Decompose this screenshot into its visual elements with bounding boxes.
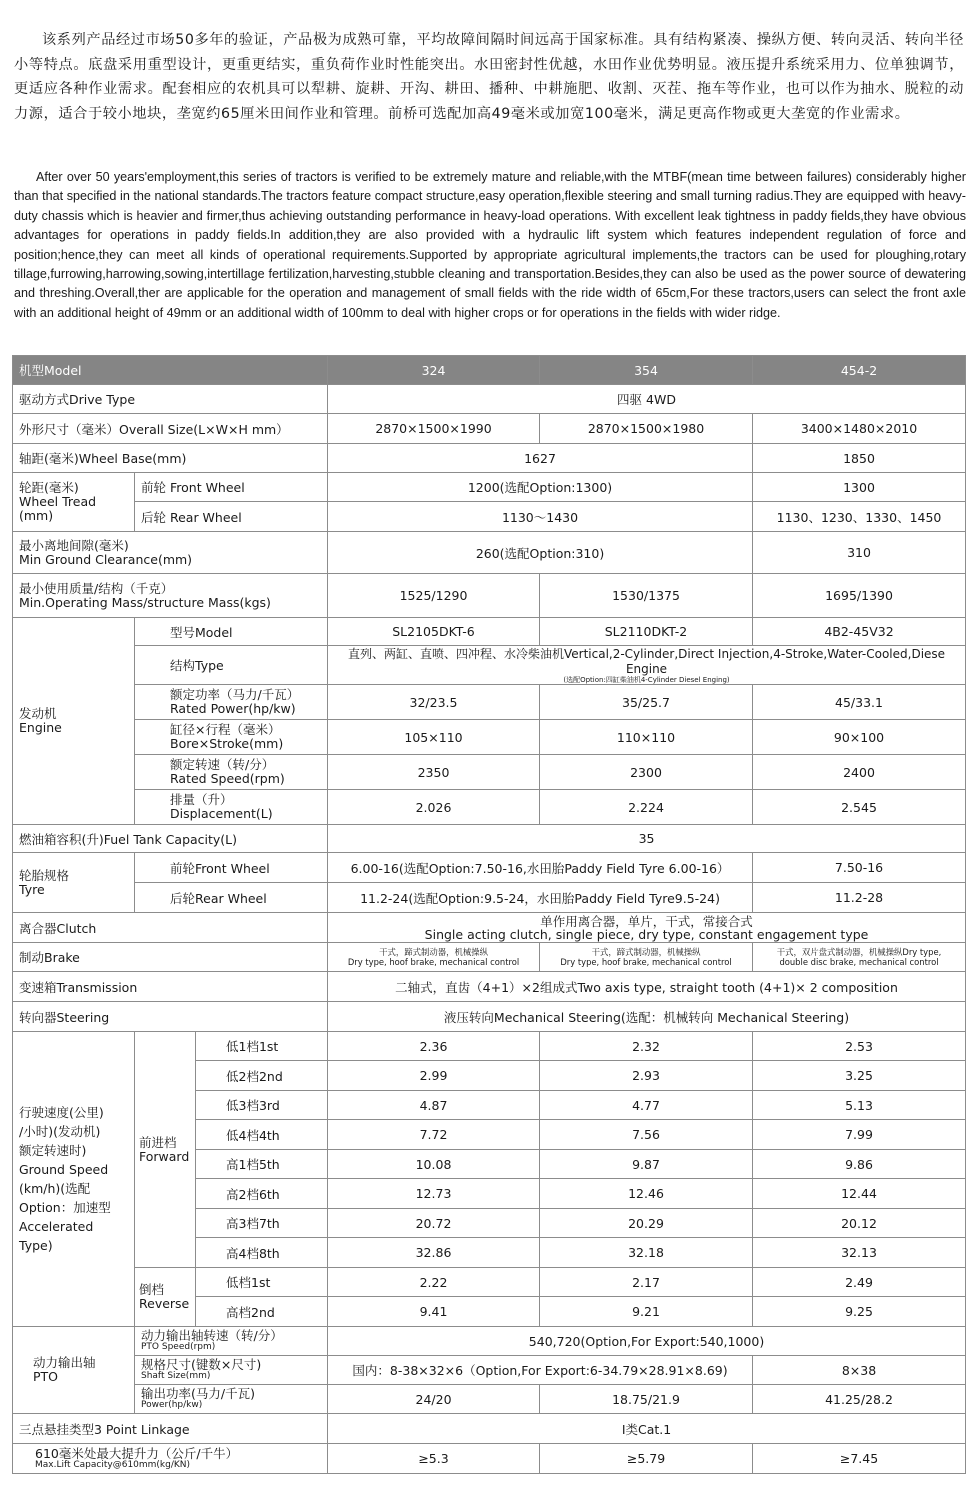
rated-power-label-en: Rated Power(hp/kw) bbox=[170, 701, 296, 716]
gear-label: 高2档6th bbox=[196, 1179, 328, 1209]
table-row bbox=[13, 755, 966, 790]
rear-tread-454: 1130、1230、1330、1450 bbox=[753, 502, 966, 532]
reverse-group bbox=[135, 1268, 196, 1327]
ground-speed-line: 行驶速度(公里) bbox=[19, 1105, 104, 1120]
lift-capacity-454: ≥7.45 bbox=[753, 1444, 966, 1474]
engine-model-label: 型号Model bbox=[135, 618, 328, 646]
brake-454-en: double disc brake, mechanical control bbox=[779, 957, 939, 967]
displacement-354: 2.224 bbox=[540, 790, 753, 825]
lift-capacity-label-cn: 610毫米处最大提升力（公斤/千牛） bbox=[35, 1445, 239, 1461]
pto-group-en: PTO bbox=[33, 1369, 59, 1384]
wheel-tread-group bbox=[13, 473, 135, 532]
ground-clearance-454: 310 bbox=[753, 532, 966, 574]
ground-speed-line: Accelerated bbox=[19, 1219, 94, 1234]
engine-group-cn: 发动机 bbox=[19, 706, 57, 721]
rated-speed-label-en: Rated Speed(rpm) bbox=[170, 771, 285, 786]
engine-type-note: (选配Option:四缸柴油机4-Cylinder Diesel Enging) bbox=[563, 676, 730, 684]
wheel-tread-group-en2: (mm) bbox=[19, 508, 54, 523]
ground-speed-line: Option：加速型 bbox=[19, 1200, 111, 1215]
table-row bbox=[13, 414, 966, 444]
speed-value: 20.12 bbox=[753, 1209, 966, 1238]
mass-label bbox=[13, 574, 328, 618]
speed-value: 32.13 bbox=[753, 1238, 966, 1268]
speed-value: 7.72 bbox=[328, 1120, 540, 1150]
speed-value: 2.49 bbox=[753, 1268, 966, 1297]
front-tyre-454: 7.50-16 bbox=[753, 853, 966, 883]
bore-stroke-label-en: Bore×Stroke(mm) bbox=[170, 736, 284, 751]
pto-shaft-label-en: Shaft Size(mm) bbox=[141, 1371, 211, 1381]
front-tread-324-354: 1200(选配Option:1300) bbox=[328, 473, 753, 502]
wheel-tread-group-cn: 轮距(毫米) bbox=[19, 480, 79, 495]
ground-clearance-label-en: Min Ground Clearance(mm) bbox=[19, 551, 193, 567]
pto-speed-label-en: PTO Speed(rpm) bbox=[141, 1342, 216, 1352]
ground-clearance-label-cn: 最小离地间隙(毫米) bbox=[19, 537, 129, 553]
pto-speed-value: 540,720(Option,For Export:540,1000) bbox=[328, 1327, 966, 1356]
gear-label: 高3档7th bbox=[196, 1209, 328, 1238]
mass-454: 1695/1390 bbox=[753, 574, 966, 618]
pto-shaft-324-354: 国内：8-38×32×6（Option,For Export:6-34.79×28.91×8.69) bbox=[328, 1356, 753, 1385]
model-454-header: 454-2 bbox=[753, 356, 966, 385]
pto-power-324: 24/20 bbox=[328, 1385, 540, 1414]
pto-group bbox=[13, 1327, 135, 1414]
rated-power-324: 32/23.5 bbox=[328, 685, 540, 720]
speed-value: 10.08 bbox=[328, 1150, 540, 1179]
tyre-group bbox=[13, 853, 135, 913]
ground-clearance-label bbox=[13, 532, 328, 574]
table-row bbox=[13, 853, 966, 883]
speed-value: 4.77 bbox=[540, 1091, 753, 1120]
table-row bbox=[13, 1327, 966, 1356]
transmission-value: 二轴式，直齿（4+1）×2组成式Two axis type, straight tooth (4+1)× 2 composition bbox=[328, 972, 966, 1002]
speed-value: 12.46 bbox=[540, 1179, 753, 1209]
table-row bbox=[13, 825, 966, 853]
wheel-base-454: 1850 bbox=[753, 444, 966, 473]
rated-power-label bbox=[135, 685, 328, 720]
front-tread-454: 1300 bbox=[753, 473, 966, 502]
brake-324 bbox=[328, 943, 540, 972]
bore-stroke-label bbox=[135, 720, 328, 755]
reverse-en: Reverse bbox=[139, 1296, 190, 1311]
table-row bbox=[13, 972, 966, 1002]
table-row bbox=[13, 1032, 966, 1061]
table-row bbox=[13, 646, 966, 685]
displacement-label-cn: 排量（升） bbox=[170, 792, 233, 807]
ground-speed-line: (km/h)(选配 bbox=[19, 1181, 91, 1196]
speed-value: 32.18 bbox=[540, 1238, 753, 1268]
rear-tyre-324-354: 11.2-24(选配Option:9.5-24，水田胎Paddy Field Tyre9.5-24) bbox=[328, 883, 753, 913]
speed-value: 20.29 bbox=[540, 1209, 753, 1238]
front-tyre-324-354: 6.00-16(选配Option:7.50-16,水田胎Paddy Field Tyre 6.00-16） bbox=[328, 853, 753, 883]
table-row bbox=[13, 444, 966, 473]
speed-value: 2.32 bbox=[540, 1032, 753, 1061]
table-header-row bbox=[13, 356, 966, 385]
pto-speed-label bbox=[135, 1327, 328, 1356]
intro-english: After over 50 years'employment,this series of tractors is verified to be extremely mature and reliable,with the MTBF(mean time between failures) considerably higher than that specified in the national standards.The tractors feature compact structure,easy operation,flexible steering and small turning radius.They are equipped with heavy-duty chassis which is heavier and firmer,thus achieving outstanding performance in heavy-load operations. With excellent leak tightness in paddy fields,they have obvious advantages for operations in paddy fields.In addition,they are also provided with a hydraulic lift system which features independent regulation of force and position;hence,they can meet all kinds of operational requirements.Supported by appropriate agricultural implements,the tractors can be used for ploughing,rotary tillage,furrowing,harrowing,sowing,intertillage fertilization,harvesting,stubble cleaning and transportation.Besides,they can also be used as the power source of dewatering and threshing.Overall,ther are applicable for the operation and management of small fields with the ride width of 65cm,For these tractors,users can select the front axle with an additional height of 49mm or an additional width of 100mm to deal with higher crops or for operations in the fields with wider ridge. bbox=[14, 170, 966, 320]
speed-value: 12.44 bbox=[753, 1179, 966, 1209]
gear-label: 低2档2nd bbox=[196, 1061, 328, 1091]
rated-power-354: 35/25.7 bbox=[540, 685, 753, 720]
ground-speed-group bbox=[13, 1032, 135, 1327]
overall-size-label: 外形尺寸（毫米）Overall Size(L×W×H mm） bbox=[13, 414, 328, 444]
overall-size-324: 2870×1500×1990 bbox=[328, 414, 540, 444]
bore-stroke-324: 105×110 bbox=[328, 720, 540, 755]
forward-cn: 前进档 bbox=[139, 1134, 177, 1150]
table-row bbox=[13, 385, 966, 414]
linkage-label: 三点悬挂类型3 Point Linkage bbox=[13, 1414, 328, 1444]
rated-speed-454: 2400 bbox=[753, 755, 966, 790]
rated-speed-label bbox=[135, 755, 328, 790]
pto-power-354: 18.75/21.9 bbox=[540, 1385, 753, 1414]
gear-label: 高1档5th bbox=[196, 1150, 328, 1179]
table-row bbox=[13, 790, 966, 825]
speed-value: 9.86 bbox=[753, 1150, 966, 1179]
lift-capacity-label-en: Max.Lift Capacity@610mm(kg/KN) bbox=[35, 1459, 191, 1470]
table-row bbox=[13, 574, 966, 618]
table-row bbox=[13, 1268, 966, 1297]
drive-type-label: 驱动方式Drive Type bbox=[13, 385, 328, 414]
clutch-value bbox=[328, 913, 966, 943]
table-row bbox=[13, 943, 966, 972]
lift-capacity-324: ≥5.3 bbox=[328, 1444, 540, 1474]
speed-value: 9.21 bbox=[540, 1297, 753, 1327]
steering-label: 转向器Steering bbox=[13, 1002, 328, 1032]
spec-table bbox=[12, 355, 966, 1474]
pto-group-cn: 动力输出轴 bbox=[33, 1355, 96, 1370]
mass-label-en: Min.Operating Mass/structure Mass(kgs) bbox=[19, 594, 271, 610]
gear-label: 低1档1st bbox=[196, 1032, 328, 1061]
brake-324-cn: 干式，蹄式制动器，机械操纵 bbox=[379, 947, 488, 957]
speed-value: 5.13 bbox=[753, 1091, 966, 1120]
table-row bbox=[13, 473, 966, 502]
gear-label: 高档2nd bbox=[196, 1297, 328, 1327]
table-row bbox=[13, 1385, 966, 1414]
speed-value: 2.36 bbox=[328, 1032, 540, 1061]
front-tread-label: 前轮 Front Wheel bbox=[135, 473, 328, 502]
wheel-tread-group-en1: Wheel Tread bbox=[19, 494, 97, 509]
front-tyre-label: 前轮Front Wheel bbox=[135, 853, 328, 883]
linkage-value: I类Cat.1 bbox=[328, 1414, 966, 1444]
overall-size-454: 3400×1480×2010 bbox=[753, 414, 966, 444]
speed-value: 9.25 bbox=[753, 1297, 966, 1327]
rated-speed-label-cn: 额定转速（转/分） bbox=[170, 757, 275, 772]
pto-speed-label-cn: 动力输出轴转速（转/分） bbox=[141, 1328, 283, 1343]
table-row bbox=[13, 1356, 966, 1385]
pto-power-label-cn: 输出功率(马力/千瓦) bbox=[141, 1386, 255, 1401]
table-row bbox=[13, 913, 966, 943]
rated-speed-324: 2350 bbox=[328, 755, 540, 790]
intro-chinese: 该系列产品经过市场50多年的验证，产品极为成熟可靠，平均故障间隔时间远高于国家标准。具有结构紧凑、操纵方便、转向灵活、转向半径小等特点。底盘采用重型设计，更重更结实，重负荷作业时性能突出。水田密封性优越，水田作业优势明显。液压提升系统采用力、位单独调节，更适应各种作业需求。配套相应的农机具可以犁耕、旋耕、开沟、耕田、播种、中耕施肥、收割、灭茬、拖车等作业，也可以作为抽水、脱粒的动力源，适合于较小地块，垄宽约65厘米田间作业和管理。前桥可选配加高49毫米或加宽100毫米，满足更高作物或更大垄宽的作业需求。 bbox=[14, 32, 964, 122]
forward-group bbox=[135, 1032, 196, 1268]
displacement-324: 2.026 bbox=[328, 790, 540, 825]
engine-type-value bbox=[328, 646, 966, 685]
gear-label: 低4档4th bbox=[196, 1120, 328, 1150]
brake-354-en: Dry type, hoof brake, mechanical control bbox=[560, 957, 732, 967]
speed-value: 2.93 bbox=[540, 1061, 753, 1091]
engine-model-354: SL2110DKT-2 bbox=[540, 618, 753, 646]
speed-value: 12.73 bbox=[328, 1179, 540, 1209]
clutch-value-en: Single acting clutch, single piece, dry type, constant engagement type bbox=[424, 926, 869, 942]
engine-model-454: 4B2-45V32 bbox=[753, 618, 966, 646]
clutch-label: 离合器Clutch bbox=[13, 913, 328, 943]
tyre-group-cn: 轮胎规格 bbox=[19, 867, 70, 883]
pto-shaft-label bbox=[135, 1356, 328, 1385]
table-row bbox=[13, 532, 966, 574]
pto-shaft-label-cn: 规格尺寸(键数×尺寸) bbox=[141, 1357, 262, 1372]
speed-value: 2.53 bbox=[753, 1032, 966, 1061]
displacement-label bbox=[135, 790, 328, 825]
speed-value: 2.17 bbox=[540, 1268, 753, 1297]
rear-tread-label: 后轮 Rear Wheel bbox=[135, 502, 328, 532]
rear-tyre-label: 后轮Rear Wheel bbox=[135, 883, 328, 913]
rated-speed-354: 2300 bbox=[540, 755, 753, 790]
engine-model-324: SL2105DKT-6 bbox=[328, 618, 540, 646]
ground-speed-line: 额定转速时) bbox=[19, 1143, 87, 1158]
ground-speed-line: Type) bbox=[19, 1238, 53, 1253]
table-row bbox=[13, 1414, 966, 1444]
pto-power-label bbox=[135, 1385, 328, 1414]
speed-value: 7.99 bbox=[753, 1120, 966, 1150]
rated-power-label-cn: 额定功率（马力/千瓦） bbox=[170, 687, 300, 702]
displacement-454: 2.545 bbox=[753, 790, 966, 825]
speed-value: 32.86 bbox=[328, 1238, 540, 1268]
lift-capacity-label bbox=[13, 1444, 328, 1474]
table-row bbox=[13, 1002, 966, 1032]
speed-value: 2.99 bbox=[328, 1061, 540, 1091]
table-row bbox=[13, 685, 966, 720]
displacement-label-en: Displacement(L) bbox=[170, 806, 273, 821]
fuel-tank-value: 35 bbox=[328, 825, 966, 853]
ground-clearance-324-354: 260(选配Option:310) bbox=[328, 532, 753, 574]
pto-power-454: 41.25/28.2 bbox=[753, 1385, 966, 1414]
gear-label: 低档1st bbox=[196, 1268, 328, 1297]
speed-value: 9.41 bbox=[328, 1297, 540, 1327]
engine-group bbox=[13, 618, 135, 825]
table-row bbox=[13, 883, 966, 913]
rated-power-454: 45/33.1 bbox=[753, 685, 966, 720]
table-row bbox=[13, 618, 966, 646]
model-324-header: 324 bbox=[328, 356, 540, 385]
brake-454-cn: 干式，双片盘式制动器，机械操纵Dry type, bbox=[776, 947, 942, 957]
mass-324: 1525/1290 bbox=[328, 574, 540, 618]
model-header-label: 机型Model bbox=[13, 356, 328, 385]
forward-en: Forward bbox=[139, 1148, 190, 1164]
engine-type-text: 直列、两缸、直喷、四冲程、水冷柴油机Vertical,2-Cylinder,Direct Injection,4-Stroke,Water-Cooled,Diese Engine bbox=[347, 647, 946, 676]
drive-type-value: 四驱 4WD bbox=[328, 385, 966, 414]
reverse-cn: 倒档 bbox=[139, 1282, 165, 1297]
speed-value: 4.87 bbox=[328, 1091, 540, 1120]
gear-label: 高4档8th bbox=[196, 1238, 328, 1268]
pto-shaft-454: 8×38 bbox=[753, 1356, 966, 1385]
lift-capacity-354: ≥5.79 bbox=[540, 1444, 753, 1474]
tyre-group-en: Tyre bbox=[19, 881, 45, 897]
brake-324-en: Dry type, hoof brake, mechanical control bbox=[347, 957, 520, 967]
engine-type-label: 结构Type bbox=[135, 646, 328, 685]
speed-value: 9.87 bbox=[540, 1150, 753, 1179]
engine-group-en: Engine bbox=[19, 720, 62, 735]
pto-power-label-en: Power(hp/kw) bbox=[141, 1400, 203, 1410]
rear-tread-324-354: 1130～1430 bbox=[328, 502, 753, 532]
mass-354: 1530/1375 bbox=[540, 574, 753, 618]
ground-speed-line: /小时)(发动机) bbox=[19, 1124, 101, 1139]
speed-value: 2.22 bbox=[328, 1268, 540, 1297]
fuel-tank-label: 燃油箱容积(升)Fuel Tank Capacity(L) bbox=[13, 825, 328, 853]
table-row bbox=[13, 502, 966, 532]
transmission-label: 变速箱Transmission bbox=[13, 972, 328, 1002]
mass-label-cn: 最小使用质量/结构（千克） bbox=[19, 580, 174, 596]
speed-value: 20.72 bbox=[328, 1209, 540, 1238]
bore-stroke-454: 90×100 bbox=[753, 720, 966, 755]
table-row bbox=[13, 720, 966, 755]
brake-354 bbox=[540, 943, 753, 972]
bore-stroke-354: 110×110 bbox=[540, 720, 753, 755]
speed-value: 3.25 bbox=[753, 1061, 966, 1091]
brake-354-cn: 干式，蹄式制动器，机械操纵 bbox=[591, 947, 701, 957]
brake-454 bbox=[753, 943, 966, 972]
brake-label: 制动Brake bbox=[13, 943, 328, 972]
table-row bbox=[13, 1444, 966, 1474]
bore-stroke-label-cn: 缸径×行程（毫米） bbox=[170, 722, 281, 737]
speed-value: 7.56 bbox=[540, 1120, 753, 1150]
rear-tyre-454: 11.2-28 bbox=[753, 883, 966, 913]
gear-label: 低3档3rd bbox=[196, 1091, 328, 1120]
wheel-base-324-354: 1627 bbox=[328, 444, 753, 473]
ground-speed-line: Ground Speed bbox=[19, 1162, 109, 1177]
model-354-header: 354 bbox=[540, 356, 753, 385]
steering-value: 液压转向Mechanical Steering(选配：机械转向 Mechanical Steering) bbox=[328, 1002, 966, 1032]
overall-size-354: 2870×1500×1980 bbox=[540, 414, 753, 444]
clutch-value-cn: 单作用离合器，单片，干式，常接合式 bbox=[540, 913, 753, 929]
wheel-base-label: 轴距(毫米)Wheel Base(mm) bbox=[13, 444, 328, 473]
